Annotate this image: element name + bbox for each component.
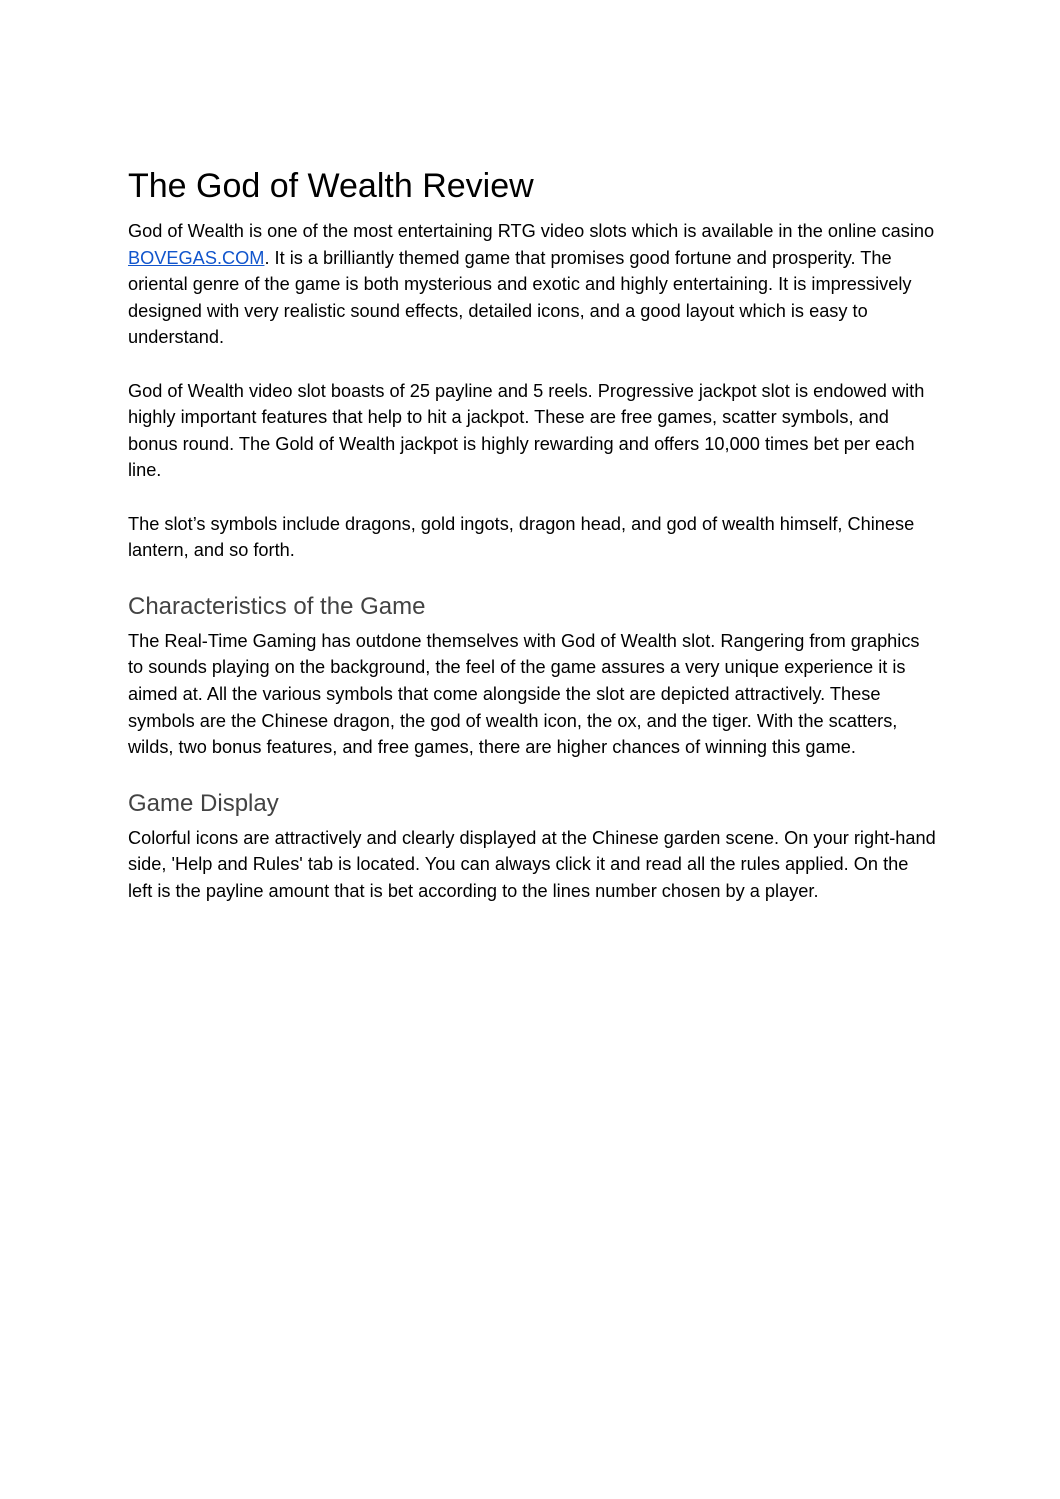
section-heading-game-display: Game Display [128, 789, 279, 817]
bovegas-link[interactable]: BOVEGAS.COM [128, 247, 265, 268]
intro-paragraph [128, 218, 936, 351]
symbols-paragraph: The slot’s symbols include dragons, gold ingots, dragon head, and god of wealth himself, Chinese lantern, and so forth. [128, 513, 915, 561]
intro-text-after-link: . It is a brilliantly themed game that promises good fortune and prosperity. The oriental genre of the game is both mysterious and exotic and highly entertaining. It is impressively designed with very realistic sound effects, detailed icons, and a good layout which is easy to understand. [128, 247, 912, 348]
intro-text-before-link: God of Wealth is one of the most entertaining RTG video slots which is available in the online casino [128, 221, 935, 241]
section-heading-characteristics: Characteristics of the Game [128, 592, 426, 620]
document-page [128, 160, 936, 904]
paylines-paragraph: God of Wealth video slot boasts of 25 payline and 5 reels. Progressive jackpot slot is endowed with highly important features that help to hit a jackpot. These are free games, scatter symbols, and bonus round. The Gold of Wealth jackpot is highly rewarding and offers 10,000 times bet per each line. [128, 380, 925, 481]
characteristics-paragraph: The Real-Time Gaming has outdone themselves with God of Wealth slot. Rangering from graphics to sounds playing on the background, the feel of the game assures a very unique experience it is aimed at. All the various symbols that come alongside the slot are depicted attractively. These symbols are the Chinese dragon, the god of wealth icon, the ox, and the tiger. With the scatters, wilds, two bonus features, and free games, there are higher chances of winning this game. [128, 630, 920, 758]
characteristics-section [128, 590, 936, 761]
page-title: The God of Wealth Review [128, 167, 534, 205]
game-display-section [128, 787, 936, 905]
game-display-paragraph: Colorful icons are attractively and clearly displayed at the Chinese garden scene. On your right-hand side, 'Help and Rules' tab is located. You can always click it and read all the rules applied. On the left is the payline amount that is bet according to the lines number chosen by a player. [128, 827, 936, 901]
